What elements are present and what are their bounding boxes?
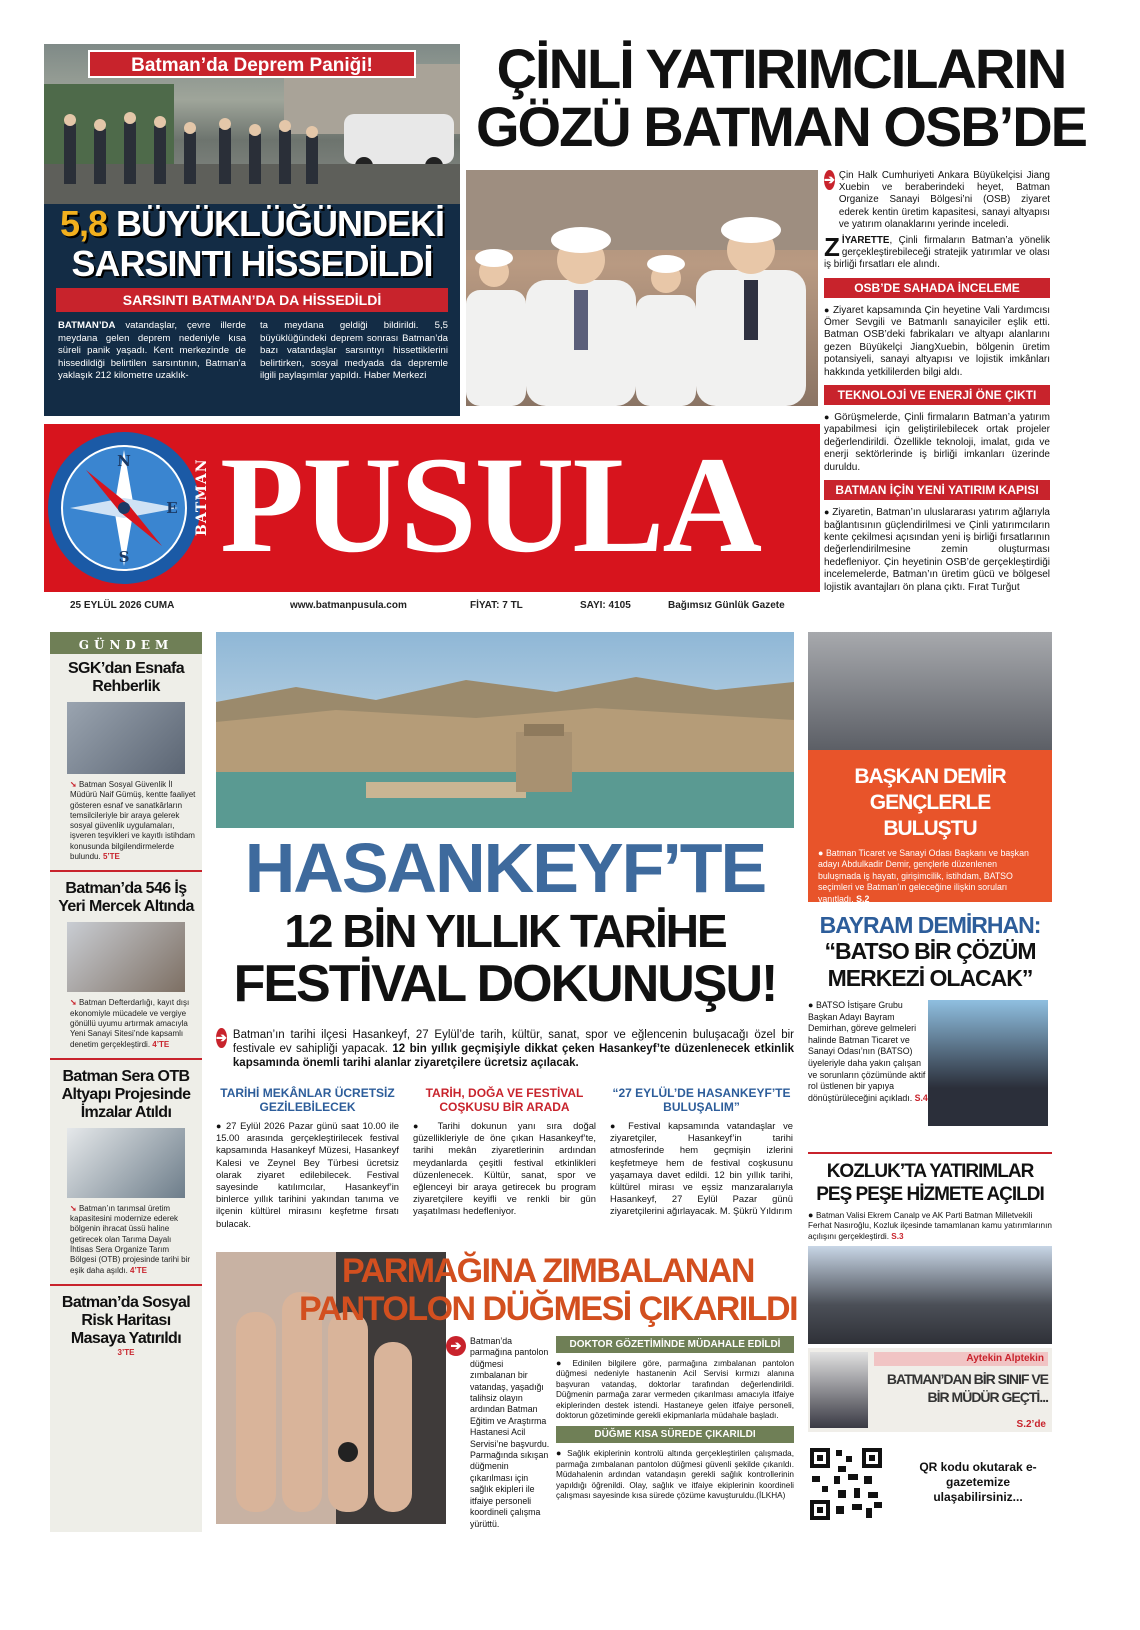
kozluk-box: KOZLUK’TA YATIRIMLAR PEŞ PEŞE HİZMETE AÇILDI ● Batman Valisi Ekrem Canalp ve AK Parti Batman Milletvekili Ferhat Nasıroğlu, Kozluk ilçesinde tamamlanan kamu yatırımlarının açılışını gerçekleştirdi. S.3: [808, 1152, 1052, 1344]
qr-caption: QR kodu okutarak e-gazetemize ulaşabilirsiniz...: [919, 1460, 1037, 1504]
gundem-label: GÜNDEM: [50, 636, 202, 654]
gundem-sidebar: GÜNDEM SGK’dan Esnafa Rehberlik ➘ Batman Sosyal Güvenlik İl Müdürü Naif Gümüş, kentte faaliyet gösteren esnaf ve sanatkârların temsilcileriyle bir araya gelerek sosyal güvenlik uygulamaları, işveren teşvikleri ve kayıtlı istihdam konusunda bilgilendirmelerde bulundu. 5’TE Batman’da 546 İş Yeri Mercek Altında ➘ Batman Defterdarlığı, kayıt dışı ekonomiyle mücadele ve vergiye gönüllü uyumu artırmak amacıyla Yeni Sanayi Sitesi’nde kapsamlı denetim gerçekleştirdi. 4’TE Batman Sera OTB Altyapı Projesinde İmzalar Atıldı ➘ Batman’ın tarımsal üretim kapasitesini modernize ederek bölgenin ihracat üssü haline getirecek olan Tarıma Dayalı İhtisas Sera Organize Tarım Bölgesi (OTB) projesinde tarihi bir eşik daha aşıldı. 4’TE Batman’da Sosyal Risk Haritası Masaya Yatırıldı 3’TE: [50, 632, 202, 1532]
arrow-right-icon: ➔: [216, 1028, 227, 1048]
issue-number: SAYI: 4105: [580, 600, 631, 611]
hasankeyf-lead: ➔ Batman’ın tarihi ilçesi Hasankeyf, 27 Eylül’de tarih, kültür, sanat, spor ve eğlencenin buluşacağı özel bir festivale ev sahipliği yapacak. 12 bin yıllık geçmişiyle dikkat çeken Hasankeyf’te düzenlenecek etkinlik kapsamında önemli tarihi alanlar ziyaretçilere ücretsiz açılacak.: [216, 1029, 794, 1069]
demir-box: BAŞKAN DEMİR GENÇLERLE BULUŞTU ● Batman Ticaret ve Sanayi Odası Başkanı ve başkan adayı Abdulkadir Demir, gençlerle düzenlenen buluşmada iş hayatı, girişimcilik, istihdam, BATSO seçimleri ve Batman’ın geleceğine ilişkin soruları yanıtladı. S.2: [808, 632, 1052, 902]
quake-body: BATMAN’DA vatandaşlar, çevre illerde meydana gelen deprem nedeniyle kısa süreli panik yaşadı. Kent merkezinde de hissedildiği belirtilen sarsıntının, Batman’a yaklaşık 212 kilometre uzaklık- ta meydana geldiği bildirildi. 5,5 büyüklüğündeki deprem sonrası Batman’da bazı vatandaşlar sarsıntıyı hissettiklerini belirtirken, sosyal medyada da depremle ilgili paylaşımlar yapıldı. Haber Merkezi: [58, 320, 448, 382]
china-sub2: TEKNOLOJİ VE ENERJİ ÖNE ÇIKTI: [824, 385, 1050, 405]
drop-cap: Z: [824, 232, 840, 263]
arrow-icon: ➘: [70, 998, 77, 1008]
demir-title: BAŞKAN DEMİR GENÇLERLE BULUŞTU: [854, 765, 1006, 840]
qr-code-icon[interactable]: [808, 1446, 884, 1522]
quake-magnitude: 5,8: [59, 203, 108, 244]
arrow-icon: ➘: [70, 780, 77, 789]
masthead-info: [70, 600, 820, 616]
china-sub3: BATMAN İÇİN YENİ YATIRIM KAPISI: [824, 480, 1050, 500]
gundem-item-photo: [67, 922, 185, 992]
demirhan-box: BAYRAM DEMİRHAN: “BATSO BİR ÇÖZÜM MERKEZİ OLACAK” ● BATSO İstişare Grubu Başkan Adayı Bayram Demirhan, göreve gelmeleri halinde Batman Ticaret ve Sanayi Odası’nın (BATSO) üyeleriyle daha yakın çalışan ve sorunların çözümünde aktif rol üstlenen bir yapıya dönüştürüleceğini açıkladı. S.4: [808, 912, 1052, 1126]
gundem-item-title[interactable]: Batman’da 546 İş Yeri Mercek Altında: [58, 880, 194, 916]
china-photo: [466, 170, 818, 406]
column-title: BATMAN’DAN BİR SINIF VE BİR MÜDÜR GEÇTİ...: [886, 1371, 1048, 1405]
column-head: TARİH, DOĞA VE FESTİVAL COŞKUSU BİR ARADA: [425, 1086, 584, 1114]
masthead-name: PUSULA: [220, 428, 761, 581]
compass-e: E: [166, 499, 178, 517]
gundem-item-photo: [67, 1128, 185, 1198]
kozluk-title: KOZLUK’TA YATIRIMLAR PEŞ PEŞE HİZMETE AÇILDI: [816, 1161, 1044, 1205]
finger-lead: ➔ Batman’da parmağına pantolon düğmesi zımbalanan bir vatandaş, yaşadığı talihsiz olayın ardından Batman Eğitim ve Araştırma Hastanesi Acil Servisi’ne başvurdu. Parmağında sıkışan düğmenin çıkarılması için sağlık ekipleri ile itfaiye personeli koordineli çalışma yürüttü.: [446, 1336, 550, 1530]
demirhan-quote: “BATSO BİR ÇÖZÜM MERKEZİ OLACAK”: [824, 938, 1036, 991]
arrow-right-icon: ➔: [824, 170, 835, 190]
column-head: TARİHİ MEKÂNLAR ÜCRETSİZ GEZİLEBİLECEK: [220, 1086, 395, 1114]
compass-icon: [48, 428, 218, 588]
arrow-icon: ➘: [70, 1203, 77, 1213]
kozluk-photo: [808, 1246, 1052, 1344]
china-sub1: OSB’DE SAHADA İNCELEME: [824, 278, 1050, 298]
hasankeyf-columns: TARİHİ MEKÂNLAR ÜCRETSİZ GEZİLEBİLECEK ● 27 Eylül 2026 Pazar günü saat 10.00 ile 15.00 arasında gerçekleştirilecek festival kapsamında Hasankeyf Müzesi, Hasankeyf Kalesi ve Zeynel Bey Türbesi ücretsiz olarak ziyaret edilebilecek. Festival sayesinde katılımcılar, Hasankeyf’in binlerce yıllık tarihini yakından tanıma ve ilçenin kültürel mirasını keşfetme fırsatı bulacak. TARİH, DOĞA VE FESTİVAL COŞKUSU BİR ARADA ● Tarihi dokunun yanı sıra doğal güzellikleriyle de öne çıkan Hasankeyf’te, tarihi mekân ziyaretlerinin ardından meydanlarda çeşitli festival etkinlikleri düzenlenecek. Kültür, sanat, spor ve eğlenceyi bir araya getirecek bu program ziyaretçilere keyifli ve renkli bir gün yaşatılması hedefleniyor. “27 EYLÜL’DE HASANKEYF’TE BULUŞALIM” ● Festival kapsamında vatandaşlar ve ziyaretçiler, Hasankeyf’in tarihi atmosferinde hem geçmişin izlerini keşfetmeye hem de festival coşkusunu yaşamaya davet edildi. 12 bin yıllık tarihi, kültürel mirası ve eşsiz manzaralarıyla Hasankeyf, 27 Eylül Pazar günü ziyaretçilerini ağırlayacak. M. Şükrü Yıldırım: [216, 1086, 794, 1230]
gundem-item-title[interactable]: Batman Sera OTB Altyapı Projesinde İmzalar Atıldı: [61, 1067, 191, 1121]
delegation-image: [466, 170, 818, 406]
demirhan-name: BAYRAM DEMİRHAN:: [819, 912, 1041, 938]
website-link[interactable]: www.batmanpusula.com: [290, 600, 407, 611]
quake-box: [44, 44, 460, 416]
china-article: ➔ Çin Halk Cumhuriyeti Ankara Büyükelçisi Jiang Xuebin ve beraberindeki heyet, Batman Organize Sanayi Bölgesi’ni (OSB) ziyaret ederek kentin üretim kapasitesi, sanayi altyapısı ve yatırım olanaklarını yerinde inceledi. ZİYARETTE, Çinli firmaların Batman’a yönelik gerçekleştirebileceği stratejik yatırımlar ve olası iş birliği fırsatları ele alındı. OSB’DE SAHADA İNCELEME ● Ziyaret kapsamında Çin heyetine Vali Yardımcısı Ömer Sevgili ve Batmanlı sanayiciler eşlik etti. Batman OSB’deki fabrikaları ve altyapı alanlarını gezen Büyükelçi JiangXuebin, bölgenin üretim potansiyeli, sanayi altyapısı ve lojistik imkânları hakkında yetkililerden bilgi aldı. TEKNOLOJİ VE ENERJİ ÖNE ÇIKTI ● Görüşmelerde, Çinli firmaların Batman’a yatırım yapabilmesi için geliştirilebilecek ortak projeler değerlendirildi. Özellikle teknoloji, imalat, gıda ve enerji sektörlerinde iş birliği imkanları üzerinde duruldu. BATMAN İÇİN YENİ YATIRIM KAPISI ● Ziyaretin, Batman’ın uluslararası yatırım ağlarıyla bağlantısının güçlendirilmesi ve Çinli yatırımcıların kente çekilmesi açısından yeni iş birliği fırsatlarının değerlendirilmesine zemin oluşturması hedefleniyor. Çin heyetinin OSB’de gerçekleştirdiği incelemelerde, Batman’ın üretim gücü ve bölgesel lojistik avantajları ön plana çıktı. Fırat Turğut: [824, 170, 1050, 594]
gundem-item-title[interactable]: Batman’da Sosyal Risk Haritası Masaya Yatırıldı: [61, 1293, 191, 1347]
author-name: Aytekin Alptekin: [874, 1352, 1048, 1366]
issue-price: FİYAT: 7 TL: [470, 600, 523, 611]
column-head: “27 EYLÜL’DE HASANKEYF’TE BULUŞALIM”: [612, 1086, 791, 1114]
quake-headline: 5,8 BÜYÜKLÜĞÜNDEKİ SARSINTI HİSSEDİLDİ: [59, 203, 445, 284]
gundem-item-photo: [67, 702, 185, 774]
demirhan-photo: [928, 1000, 1048, 1126]
issue-date: 25 EYLÜL 2026 CUMA: [70, 600, 175, 611]
masthead: [44, 424, 820, 592]
masthead-small-word: BATMAN: [194, 458, 210, 536]
finger-article: DOKTOR GÖZETİMİNDE MÜDAHALE EDİLDİ ● Edinilen bilgilere göre, parmağına zımbalanan pantolon düğmesi nedeniyle hastanenin Acil Servisi kırmızı alanına başvuran vatandaş, doktorlar tarafından değerlendirildi. Düğmenin parmağa zarar vermeden çıkarılması amacıyla itfaiye ekiplerinden destek istendi. Hastaneye gelen itfaiye personeli, doktorun gözetiminde gerekli ekipmanlarla müdahale başladı. DÜĞME KISA SÜREDE ÇIKARILDI ● Sağlık ekiplerinin kontrolü altında gerçekleştirilen çalışmada, parmağa zımbalanan pantolon düğmesi güvenli şekilde çıkarıldı. Müdahalenin ardından vatandaşın gerekli sağlık kontrollerinin yapıldığı öğrenildi. Olay, sağlık ve itfaiye ekiplerinin koordineli çalışması sayesinde kısa sürede çözüme kavuşturuldu.(İLKHA): [556, 1336, 794, 1501]
china-title: ÇİNLİ YATIRIMCILARIN GÖZÜ BATMAN OSB’DE: [475, 37, 1087, 158]
hasankeyf-photo: [216, 632, 794, 828]
finger-title: PARMAĞINA ZIMBALANAN PANTOLON DÜĞMESİ ÇIKARILDI: [298, 1252, 798, 1328]
quake-label: Batman’da Deprem Paniği!: [88, 50, 416, 78]
compass-s: S: [118, 548, 130, 566]
tagline: Bağımsız Günlük Gazete: [668, 600, 785, 611]
hasankeyf-title: HASANKEYF’TE 12 BİN YILLIK TARİHE FESTİVAL DOKUNUŞU!: [233, 829, 777, 1013]
quake-subbar: SARSINTI BATMAN’DA DA HİSSEDİLDİ: [56, 288, 448, 312]
qr-box: [808, 1446, 1052, 1526]
arrow-right-icon: ➔: [446, 1336, 466, 1356]
demir-photo: [808, 632, 1052, 750]
author-photo: [810, 1352, 868, 1428]
gundem-item-title[interactable]: SGK’dan Esnafa Rehberlik: [67, 660, 185, 695]
column-ref[interactable]: S.2’de: [1016, 1419, 1046, 1430]
hasankeyf-landscape-image: [216, 632, 794, 828]
compass-n: N: [117, 452, 131, 470]
column-box: [808, 1348, 1052, 1432]
